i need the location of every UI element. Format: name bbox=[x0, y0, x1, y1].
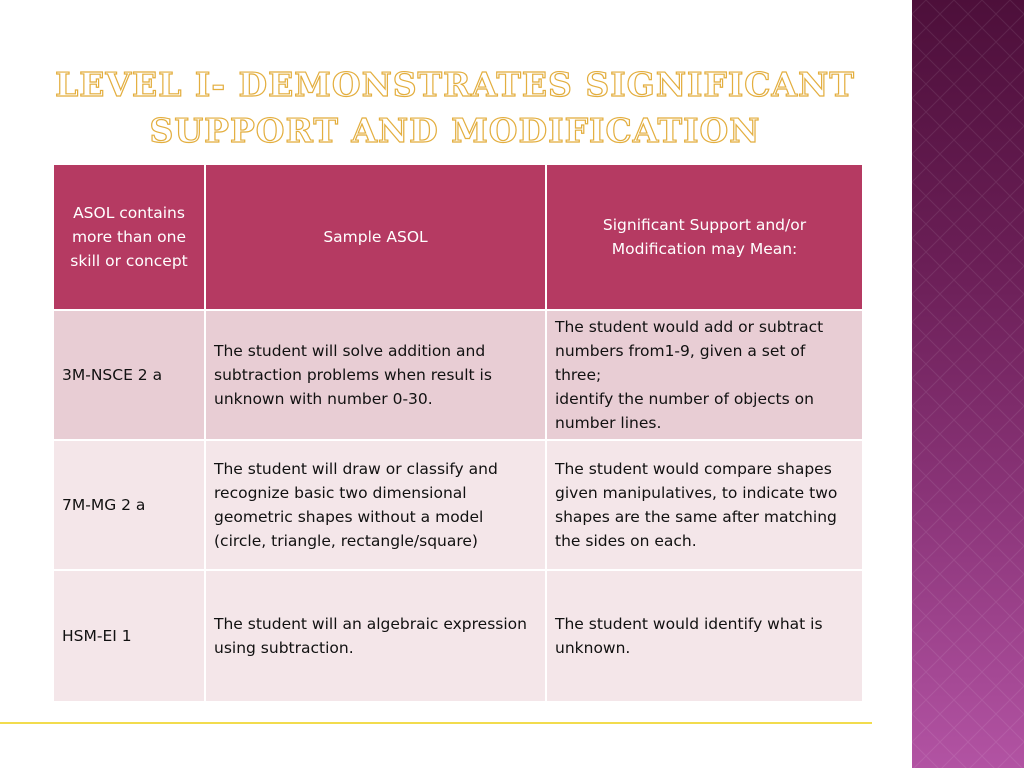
support-meaning-cell: The student would identify what is unknown. bbox=[546, 570, 863, 702]
header-sample-asol: Sample ASOL bbox=[205, 164, 546, 310]
asol-code-cell: 7M-MG 2 a bbox=[53, 440, 205, 570]
asol-table bbox=[52, 163, 864, 703]
table-row bbox=[53, 570, 863, 702]
header-asol-contains: ASOL contains more than one skill or concept bbox=[53, 164, 205, 310]
support-meaning-cell: The student would compare shapes given manipulatives, to indicate two shapes are the same after matching the sides on each. bbox=[546, 440, 863, 570]
sample-asol-cell: The student will solve addition and subtraction problems when result is unknown with number 0-30. bbox=[205, 310, 546, 440]
sample-asol-cell: The student will an algebraic expression using subtraction. bbox=[205, 570, 546, 702]
diamond-pattern bbox=[912, 0, 1024, 768]
header-support-meaning: Significant Support and/or Modification may Mean: bbox=[546, 164, 863, 310]
sample-asol-cell: The student will draw or classify and recognize basic two dimensional geometric shapes without a model (circle, triangle, rectangle/square) bbox=[205, 440, 546, 570]
table-header-row bbox=[53, 164, 863, 310]
asol-code-cell: HSM-EI 1 bbox=[53, 570, 205, 702]
asol-code-cell: 3M-NSCE 2 a bbox=[53, 310, 205, 440]
table-row bbox=[53, 440, 863, 570]
slide-title: LEVEL I- DEMONSTRATES SIGNIFICANT SUPPORT AND MODIFICATION bbox=[55, 65, 855, 150]
table-row bbox=[53, 310, 863, 440]
support-meaning-cell: The student would add or subtract numbers from1-9, given a set of three; identify the number of objects on number lines. bbox=[546, 310, 863, 440]
decorative-side-panel bbox=[912, 0, 1024, 768]
accent-divider-line bbox=[0, 722, 872, 724]
